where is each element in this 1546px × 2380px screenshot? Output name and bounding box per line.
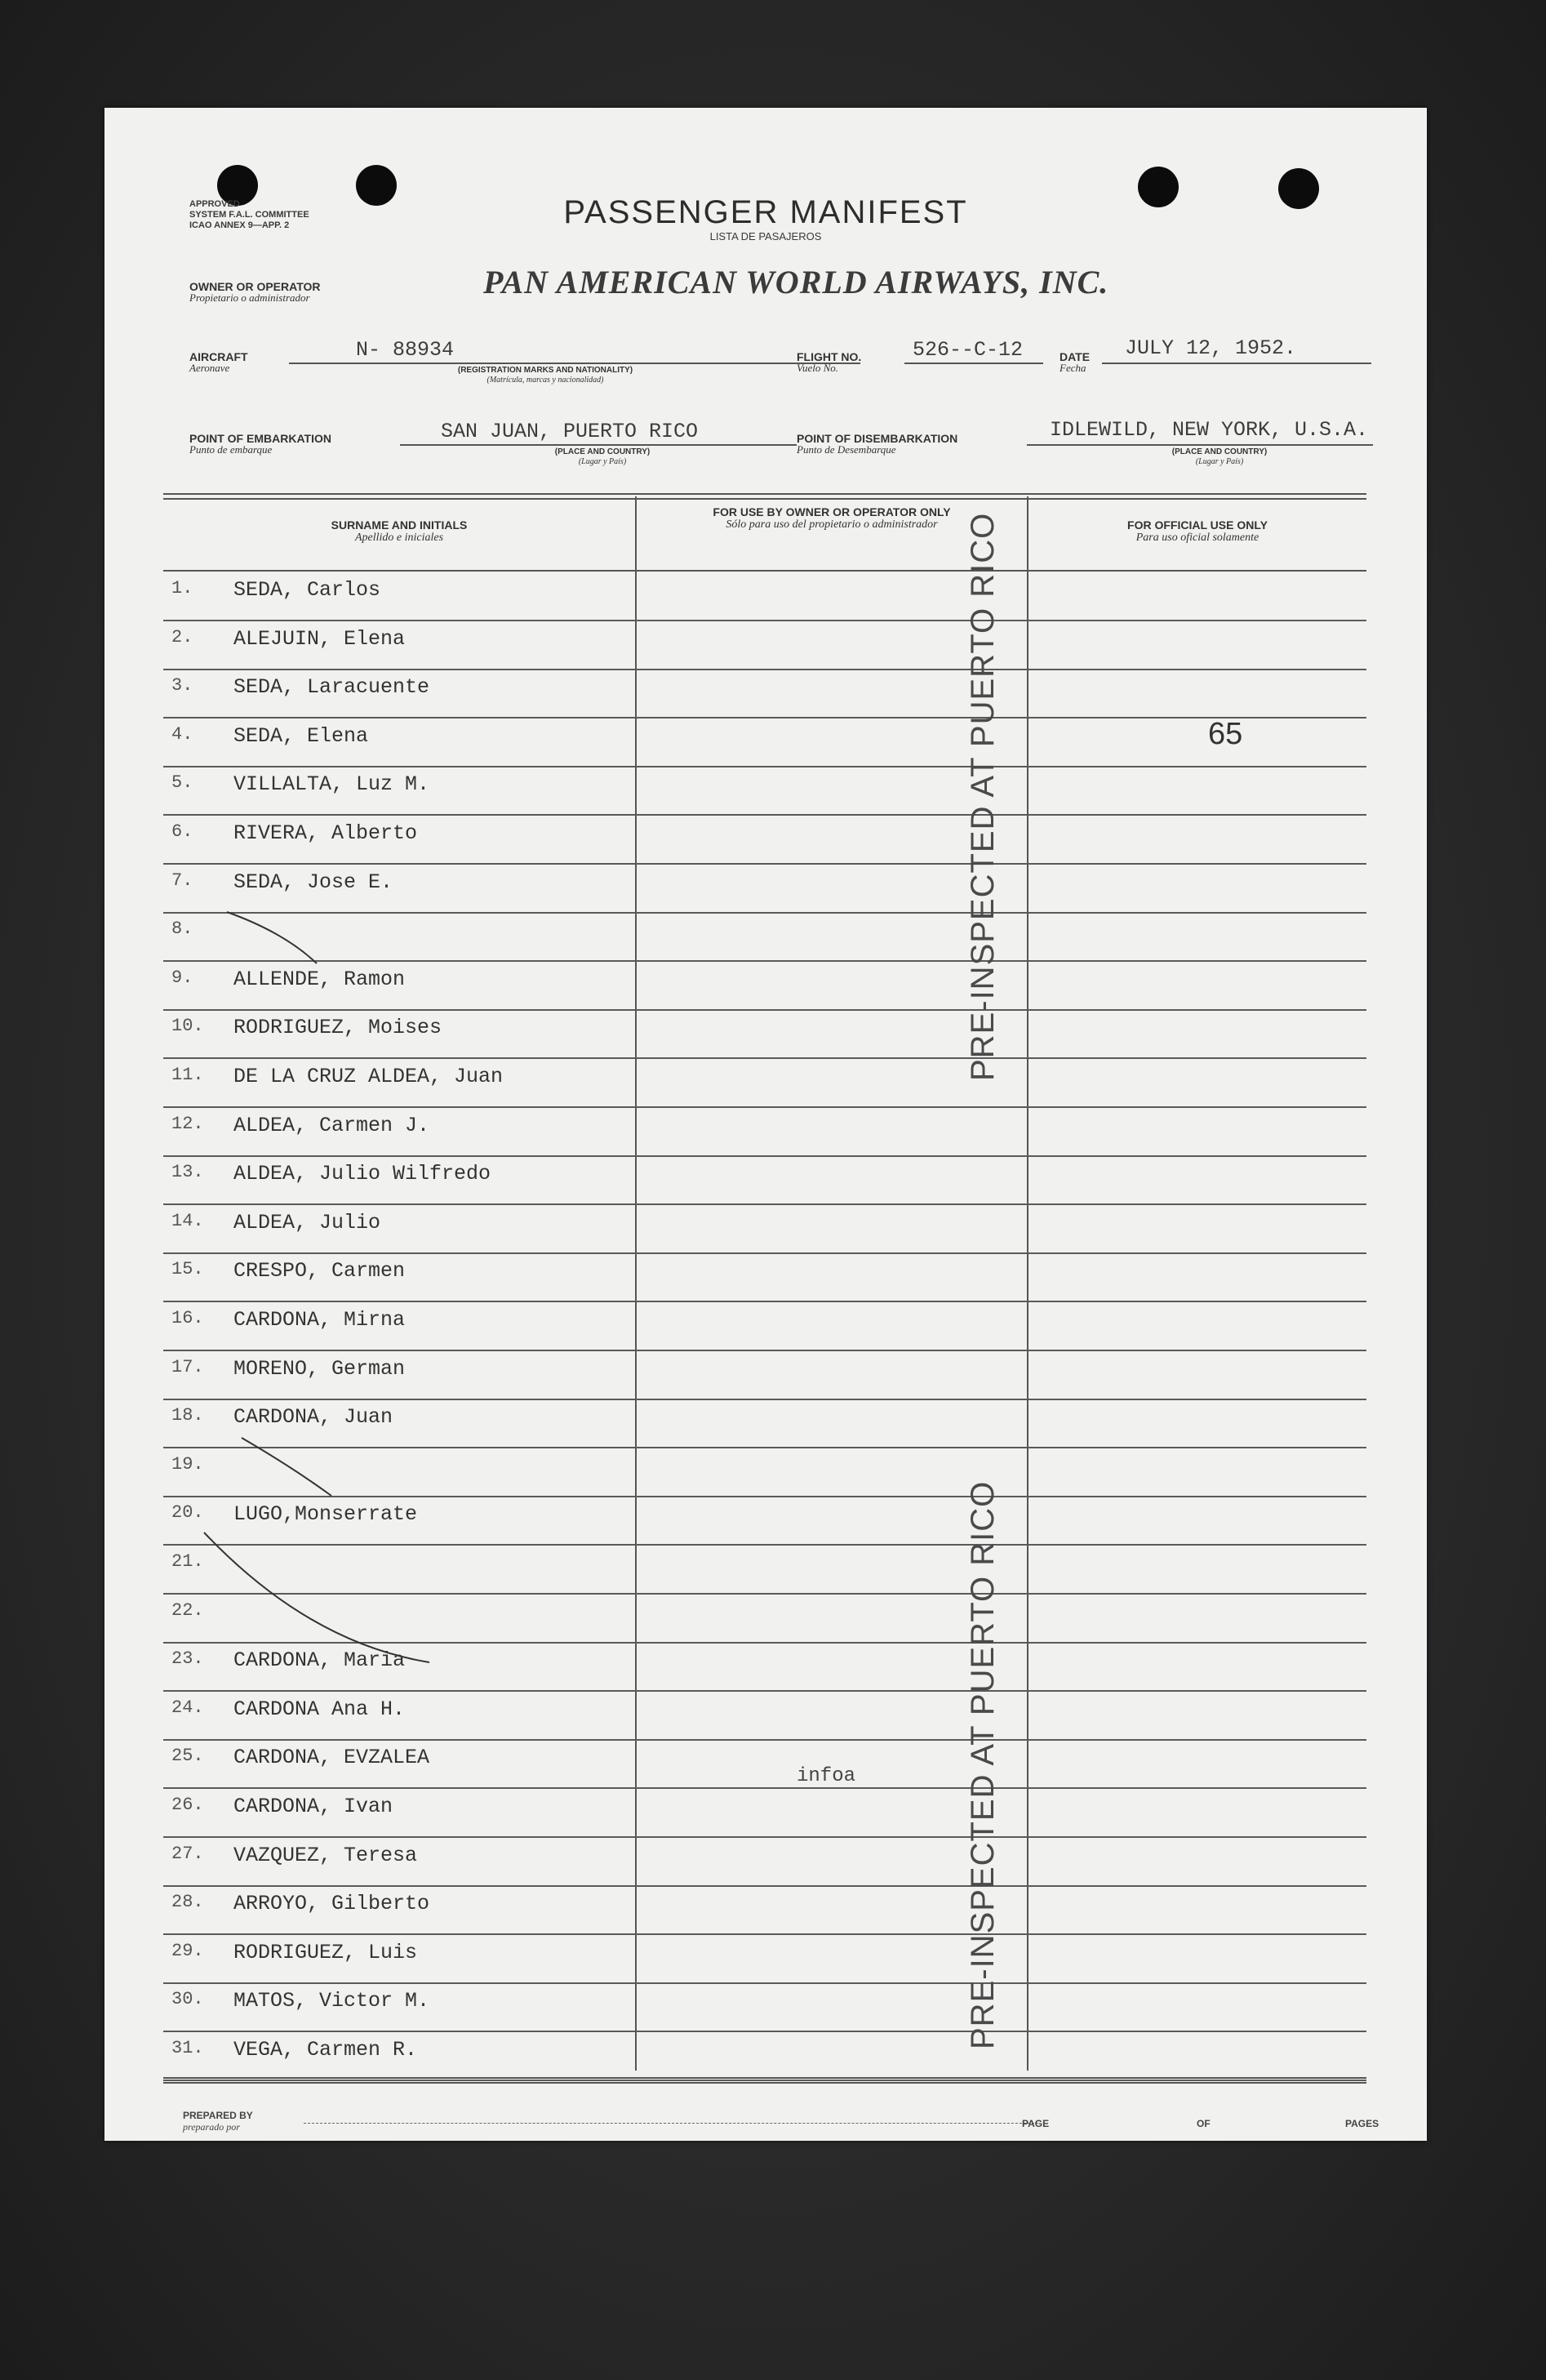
passenger-name: MATOS, Victor M.: [233, 1989, 430, 2013]
passenger-name: ALLENDE, Ramon: [233, 968, 406, 991]
passenger-name: RODRIGUEZ, Luis: [233, 1941, 418, 1964]
aircraft-value: N- 88934: [356, 338, 455, 362]
page-subtitle: LISTA DE PASAJEROS: [709, 230, 822, 242]
owner-label: OWNER OR OPERATOR Propietario o administrador: [189, 280, 321, 304]
row-number: 31.: [171, 2038, 204, 2058]
column-header-official-use: FOR OFFICIAL USE ONLY Para uso oficial solamente: [1127, 518, 1268, 544]
page-label: PAGE: [1022, 2118, 1050, 2129]
row-number: 13.: [171, 1162, 204, 1182]
page-title: PASSENGER MANIFEST: [563, 194, 968, 230]
passenger-name: RODRIGUEZ, Moises: [233, 1016, 442, 1039]
row-number: 2.: [171, 627, 193, 647]
footer-rule: [163, 2077, 1366, 2079]
row-number: 4.: [171, 724, 193, 745]
passenger-name: SEDA, Elena: [233, 724, 369, 748]
of-label: OF: [1197, 2118, 1211, 2129]
passenger-name: ALEJUIN, Elena: [233, 627, 406, 651]
passenger-name: ALDEA, Julio: [233, 1211, 381, 1234]
row-number: 16.: [171, 1308, 204, 1328]
approval-line: APPROVED: [189, 199, 240, 209]
embarkation-value: SAN JUAN, PUERTO RICO: [441, 420, 699, 443]
passenger-name: DE LA CRUZ ALDEA, Juan: [233, 1065, 504, 1088]
row-number: 22.: [171, 1600, 204, 1621]
row-number: 7.: [171, 870, 193, 891]
row-number: 14.: [171, 1211, 204, 1231]
row-number: 24.: [171, 1697, 204, 1718]
passenger-name: ALDEA, Carmen J.: [233, 1114, 430, 1137]
passenger-name: VAZQUEZ, Teresa: [233, 1844, 418, 1867]
row-number: 21.: [171, 1551, 204, 1572]
column-header-surname: SURNAME AND INITIALS Apellido e iniciales: [331, 518, 468, 544]
approval-line: SYSTEM F.A.L. COMMITTEE: [189, 210, 309, 220]
preinspected-stamp: PRE-INSPECTED AT PUERTO RICO: [965, 1480, 1001, 2049]
passenger-name: ALDEA, Julio Wilfredo: [233, 1162, 491, 1186]
operator-name: PAN AMERICAN WORLD AIRWAYS, INC.: [483, 264, 1109, 300]
row-number: 8.: [171, 919, 193, 939]
flight-value: 526--C-12: [913, 338, 1024, 362]
approval-line: ICAO ANNEX 9—APP. 2: [189, 220, 290, 230]
strike-line: [242, 1438, 331, 1496]
passenger-name: CARDONA Ana H.: [233, 1697, 406, 1721]
passenger-name: CARDONA, Mirna: [233, 1308, 406, 1332]
passenger-name: LUGO,Monserrate: [233, 1502, 418, 1526]
disembarkation-hint: (PLACE AND COUNTRY) (Lugar y País): [1171, 447, 1268, 466]
row-number: 29.: [171, 1941, 204, 1961]
flight-label: FLIGHT NO. Vuelo No.: [797, 350, 862, 374]
passenger-name: ARROYO, Gilberto: [233, 1892, 430, 1915]
embarkation-label: POINT OF EMBARKATION Punto de embarque: [189, 432, 331, 456]
official-use-mark: 65: [1208, 717, 1243, 751]
passenger-name: SEDA, Jose E.: [233, 870, 393, 894]
disembarkation-label: POINT OF DISEMBARKATION Punto de Desembarque: [797, 432, 958, 456]
passenger-name: CRESPO, Carmen: [233, 1259, 406, 1283]
prepared-by-line: [304, 2123, 1038, 2124]
passenger-name: CARDONA, Ivan: [233, 1795, 393, 1818]
aircraft-hint: (REGISTRATION MARKS AND NATIONALITY) (Matrícula, marcas y nacionalidad): [457, 366, 633, 385]
row-number: 9.: [171, 968, 193, 988]
row-number: 5.: [171, 772, 193, 793]
row-number: 17.: [171, 1357, 204, 1377]
embarkation-hint: (PLACE AND COUNTRY) (Lugar y País): [554, 447, 651, 466]
passenger-name: CARDONA, Juan: [233, 1405, 393, 1429]
row-number: 30.: [171, 1989, 204, 2009]
passenger-name: VILLALTA, Luz M.: [233, 772, 430, 796]
row-number: 18.: [171, 1405, 204, 1426]
passenger-name: CARDONA, Maria: [233, 1648, 406, 1672]
row-number: 1.: [171, 578, 193, 598]
row-number: 15.: [171, 1259, 204, 1279]
prepared-by-label: PREPARED BY preparado por: [183, 2110, 253, 2133]
passenger-name: MORENO, German: [233, 1357, 406, 1381]
passenger-name: SEDA, Carlos: [233, 578, 381, 602]
date-label: DATE Fecha: [1060, 350, 1091, 374]
passenger-name: SEDA, Laracuente: [233, 675, 430, 699]
manifest-page: [104, 108, 1427, 2141]
strike-marks: [104, 108, 1427, 2141]
aircraft-label: AIRCRAFT Aeronave: [189, 350, 248, 374]
owner-use-note: infoa: [797, 1765, 856, 1787]
row-number: 25.: [171, 1746, 204, 1766]
row-number: 28.: [171, 1892, 204, 1912]
pages-label: PAGES: [1345, 2118, 1379, 2129]
row-number: 11.: [171, 1065, 204, 1085]
disembarkation-value: IDLEWILD, NEW YORK, U.S.A.: [1050, 418, 1369, 442]
row-number: 19.: [171, 1454, 204, 1475]
row-number: 6.: [171, 821, 193, 842]
preinspected-stamp: PRE-INSPECTED AT PUERTO RICO: [965, 512, 1001, 1081]
row-number: 23.: [171, 1648, 204, 1669]
row-number: 20.: [171, 1502, 204, 1523]
column-header-owner-use: FOR USE BY OWNER OR OPERATOR ONLY Sólo para uso del propietario o administrador: [713, 505, 951, 531]
row-number: 10.: [171, 1016, 204, 1036]
passenger-name: VEGA, Carmen R.: [233, 2038, 418, 2062]
row-number: 12.: [171, 1114, 204, 1134]
row-number: 26.: [171, 1795, 204, 1815]
footer-rule: [163, 2082, 1366, 2084]
strike-line: [227, 912, 317, 963]
passenger-name: RIVERA, Alberto: [233, 821, 418, 845]
strike-line: [204, 1533, 429, 1662]
date-value: JULY 12, 1952.: [1125, 336, 1297, 360]
row-number: 3.: [171, 675, 193, 696]
row-number: 27.: [171, 1844, 204, 1864]
passenger-name: CARDONA, EVZALEA: [233, 1746, 430, 1769]
